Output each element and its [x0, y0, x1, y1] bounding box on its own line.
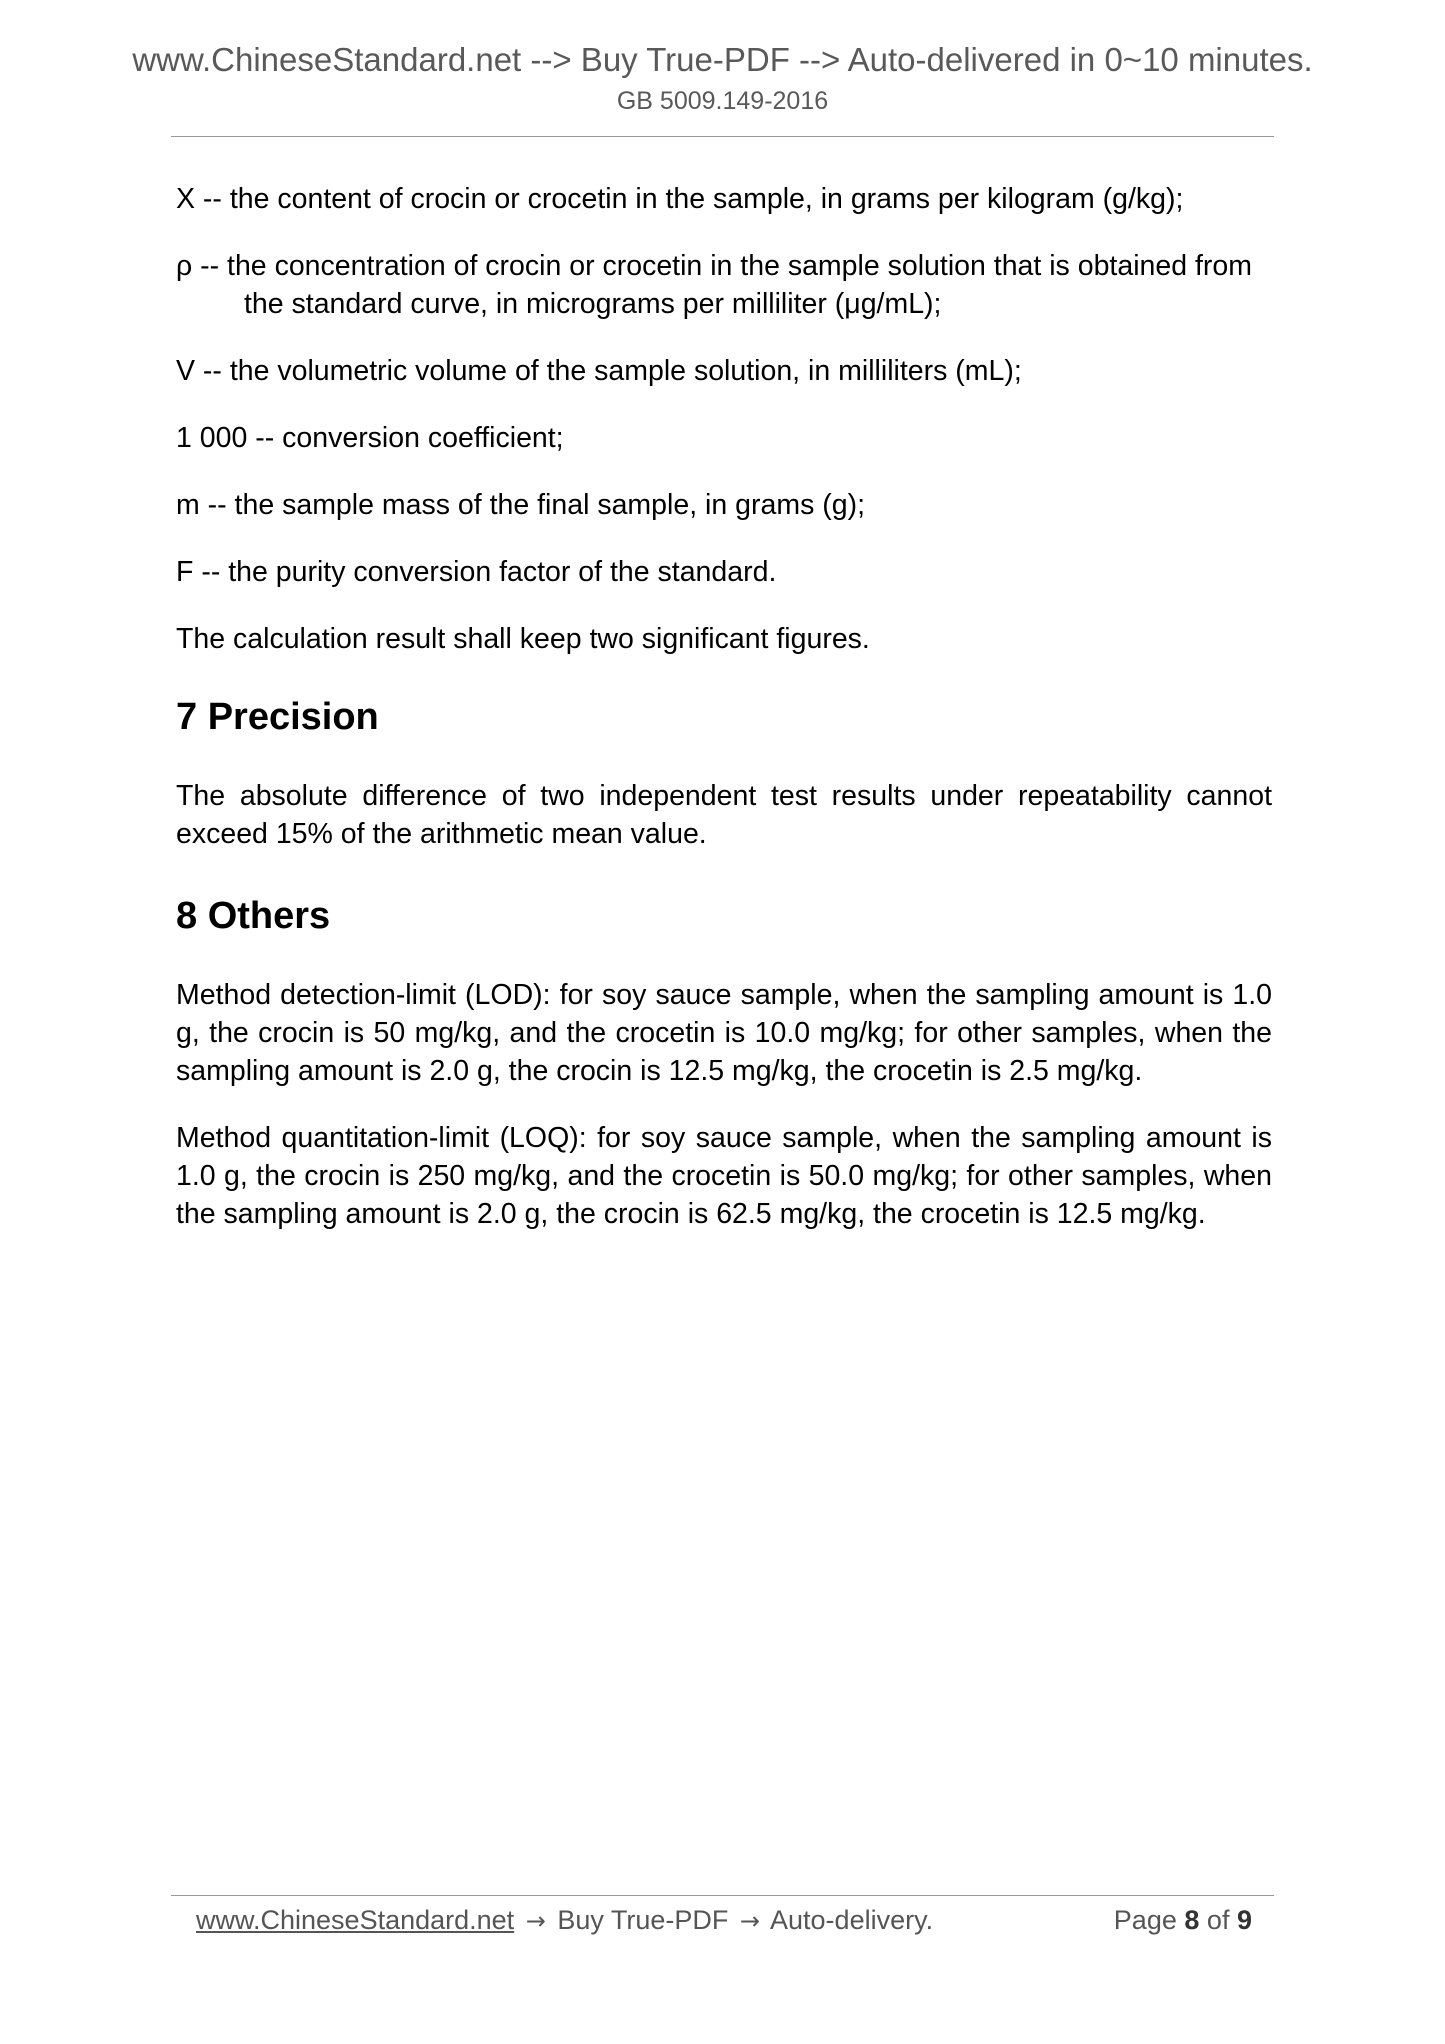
definition-v: V -- the volumetric volume of the sample solution, in milliliters (mL);	[176, 355, 1022, 387]
definition-x: X -- the content of crocin or crocetin in the sample, in grams per kilogram (g/kg);	[176, 183, 1184, 215]
definition-f: F -- the purity conversion factor of the standard.	[176, 556, 777, 588]
page-current: 8	[1184, 1905, 1200, 1935]
section-8-heading: 8 Others	[176, 895, 331, 937]
page-content	[176, 180, 1272, 1262]
footer-divider	[171, 1895, 1274, 1896]
footer-delivery-text: Auto-delivery.	[770, 1905, 934, 1935]
definition-rho: ρ -- the concentration of crocin or crocetin in the sample solution that is obtained from the standard curve, in micrograms per milliliter (μg/mL);	[176, 250, 1253, 320]
footer-buy-text: Buy True-PDF	[557, 1905, 729, 1935]
page-label: Page	[1113, 1905, 1177, 1935]
definition-1000: 1 000 -- conversion coefficient;	[176, 422, 564, 454]
precision-paragraph: The absolute difference of two independent test results under repeatability cannot exceed 15% of the arithmetic mean value.	[176, 780, 1272, 850]
arrow-right-icon: →	[739, 1907, 760, 1935]
page-footer	[196, 1900, 1252, 1940]
of-label: of	[1206, 1905, 1230, 1935]
section-7-heading: 7 Precision	[176, 696, 379, 738]
arrow-right-icon: →	[525, 1907, 546, 1935]
page-number	[1114, 1900, 1252, 1940]
calculation-note: The calculation result shall keep two significant figures.	[176, 623, 870, 655]
lod-paragraph: Method detection-limit (LOD): for soy sauce sample, when the sampling amount is 1.0 g, the crocin is 50 mg/kg, and the crocetin is 10.0 mg/kg; for other samples, when the sampling amount is 2.0 g, the crocin is 12.5 mg/kg, the crocetin is 2.5 mg/kg.	[176, 979, 1272, 1087]
footer-site-link[interactable]: www.ChineseStandard.net	[196, 1905, 515, 1935]
footer-promo	[196, 1900, 933, 1941]
header-banner: www.ChineseStandard.net --> Buy True-PDF --> Auto-delivered in 0~10 minutes.	[132, 41, 1313, 78]
definition-m: m -- the sample mass of the final sample, in grams (g);	[176, 489, 865, 521]
page-total: 9	[1236, 1905, 1252, 1935]
document-code: GB 5009.149-2016	[616, 87, 829, 115]
loq-paragraph: Method quantitation-limit (LOQ): for soy sauce sample, when the sampling amount is 1.0 g, the crocin is 250 mg/kg, and the crocetin is 50.0 mg/kg; for other samples, when the sampling amount is 2.0 g, the crocin is 62.5 mg/kg, the crocetin is 12.5 mg/kg.	[176, 1122, 1272, 1230]
header-divider	[171, 136, 1274, 137]
